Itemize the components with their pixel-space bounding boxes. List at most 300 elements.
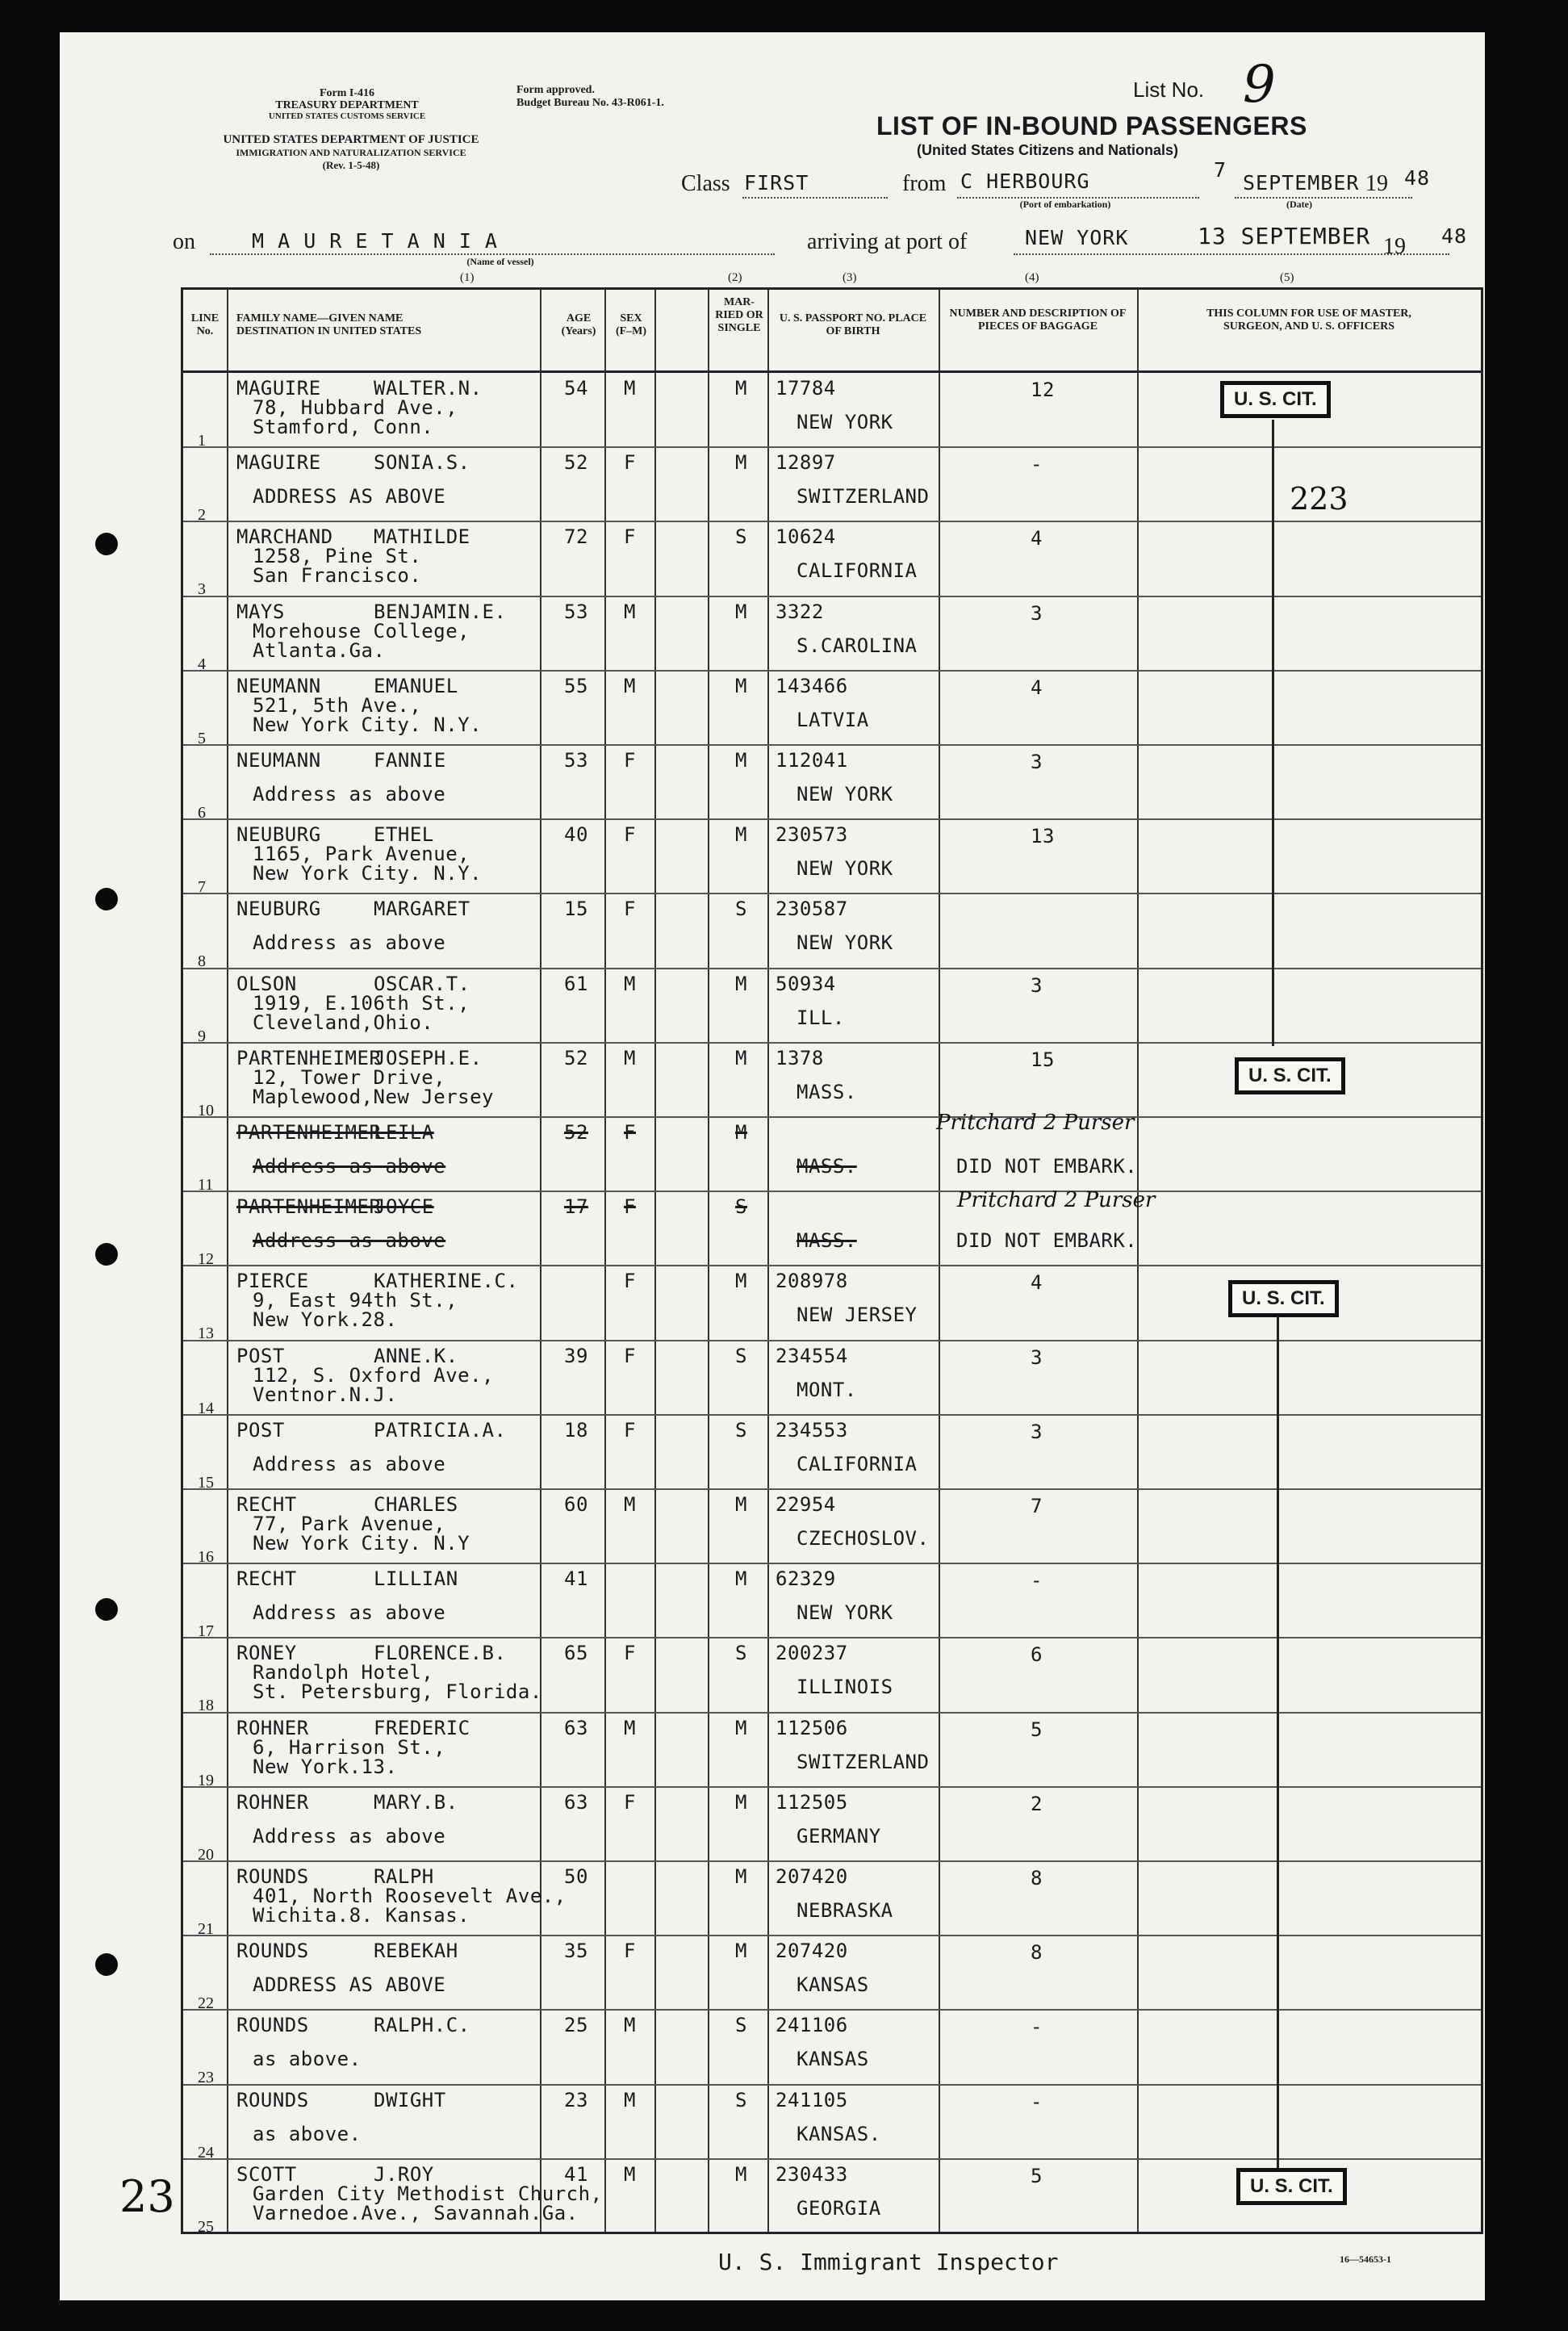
row-rule [183,1265,1481,1266]
passport-number: 241106 [776,2014,848,2037]
baggage: 2 [1031,1792,1043,1815]
address-line-1: 521, 5th Ave., [253,693,422,717]
baggage: 4 [1031,527,1043,550]
place-of-birth: MASS. [797,1155,857,1178]
customs-service: UNITED STATES CUSTOMS SERVICE [268,111,426,121]
line-number: 11 [198,1176,214,1194]
address-line-2: St. Petersburg, Florida. [253,1680,542,1704]
age: 50 [564,1865,588,1888]
table-row [183,1712,1481,1787]
place-of-birth: MONT. [797,1378,857,1401]
page-subtitle: (United States Citizens and Nationals) [917,142,1179,158]
age: 53 [564,600,588,623]
col-num-1: (1) [460,271,475,284]
place-of-birth: GERMANY [797,1824,881,1848]
place-of-birth: SWITZERLAND [797,485,930,508]
table-row [183,1860,1481,1936]
marital-status: M [735,1121,747,1144]
bracket-line [1277,1316,1279,2171]
line-number: 2 [198,506,206,525]
line-number: 25 [198,2217,214,2236]
age: 52 [564,1121,588,1144]
row-rule [183,2158,1481,2160]
arriving-label: arriving at port of [807,229,968,254]
inspector-signature-line: U. S. Immigrant Inspector [718,2249,1059,2275]
marital-status: M [735,1865,747,1888]
surname: NEUBURG [236,898,321,921]
age: 39 [564,1344,588,1367]
row-rule [183,744,1481,746]
address-line-2: Wichita.8. Kansas. [253,1904,470,1927]
baggage: 8 [1031,1941,1043,1965]
table-row [183,521,1481,599]
number-223: 223 [1290,481,1348,517]
sex: M [624,1493,636,1516]
table-row [183,1637,1481,1715]
given-name: REBEKAH [374,1940,458,1963]
marital-status: S [735,2088,747,2111]
given-name: PATRICIA.A. [374,1418,507,1442]
row-rule [183,670,1481,672]
baggage: 3 [1031,1345,1043,1369]
col-sex: SEX (F–M) [615,312,647,337]
us-cit-stamp: U. S. CIT. [1236,2168,1347,2205]
list-no-label: List No. [1133,77,1205,102]
marital-status: M [735,749,747,772]
age: 52 [564,1046,588,1069]
line-number: 7 [198,878,206,897]
budget-bureau: Budget Bureau No. 43-R061-1. [516,97,664,109]
passport-number: 230573 [776,823,848,847]
place-of-birth: MASS. [797,1080,857,1103]
sex: F [624,823,636,847]
depart-year-prefix: 19 [1365,171,1388,196]
purser-note: Pritchard 2 Purser [957,1188,1156,1212]
row-rule [183,521,1481,522]
sex: M [624,377,636,400]
address-line-2: New York.13. [253,1755,398,1778]
place-of-birth: GEORGIA [797,2196,881,2220]
baggage: 3 [1031,751,1043,773]
address-line-1: Garden City Methodist Church, [253,2182,603,2205]
baggage: 7 [1031,1495,1043,1517]
line-number: 13 [198,1325,214,1343]
row-rule [183,893,1481,894]
depart-month: SEPTEMBER [1243,171,1360,195]
sex: F [624,1195,636,1219]
place-of-birth: ILL. [797,1006,845,1029]
address-line-1: 9, East 94th St., [253,1289,458,1312]
address-line-2: New York City. N.Y. [253,713,483,736]
place-of-birth: NEW JERSEY [797,1304,918,1327]
col-num-4: (4) [1025,271,1039,284]
surname: ROUNDS [236,1865,309,1888]
row-rule [183,968,1481,969]
marital-status: M [735,451,747,475]
address-line-1: 77, Park Avenue, [253,1513,446,1535]
embark-port: C HERBOURG [960,169,1090,193]
punch-hole [95,888,118,910]
baggage: 4 [1031,1271,1043,1295]
baggage: - [1031,2090,1043,2113]
age: 17 [564,1195,588,1219]
age: 65 [564,1642,588,1665]
marital-status: M [735,1716,747,1739]
surname: MARCHAND [236,525,333,549]
form-approved: Form approved. [516,84,595,96]
line-number: 17 [198,1622,214,1641]
age: 53 [564,749,588,772]
sex: F [624,1790,636,1814]
passport-number: 12897 [776,451,836,475]
row-rule [183,1935,1481,1936]
col-num-5: (5) [1280,271,1294,284]
passport-number: 1378 [776,1046,824,1069]
passport-number: 234553 [776,1418,848,1442]
place-of-birth: CALIFORNIA [797,1452,918,1475]
marital-status: M [735,600,747,623]
ins-service: IMMIGRATION AND NATURALIZATION SERVICE [236,147,466,158]
col-num-3: (3) [843,271,857,284]
marital-status: M [735,1046,747,1069]
passenger-table [181,287,1483,2234]
place-of-birth: CZECHOSLOV. [797,1527,930,1550]
place-of-birth: S.CAROLINA [797,634,918,657]
depart-year: 48 [1404,166,1431,190]
address-line-1: 78, Hubbard Ave., [253,396,458,419]
line-number: 5 [198,729,206,747]
form-number: Form I-416 [319,87,375,99]
baggage: 3 [1031,1420,1043,1443]
age: 23 [564,2088,588,2111]
surname: PARTENHEIMER [236,1195,382,1219]
surname: NEUMANN [236,674,321,697]
marital-status: M [735,1270,747,1293]
vessel-caption: (Name of vessel) [466,256,534,267]
marital-status: M [735,972,747,995]
given-name: BENJAMIN.E. [374,600,507,623]
underline [210,253,775,255]
address-line-1: 112, S. Oxford Ave., [253,1363,494,1387]
sex: F [624,1940,636,1963]
table-row [183,670,1481,745]
marital-status: S [735,1344,747,1367]
age: 41 [564,1567,588,1591]
punch-hole [95,533,118,555]
table-row [183,968,1481,1043]
given-name: RALPH [374,1865,434,1888]
table-row [183,1340,1481,1415]
passport-number: 62329 [776,1567,836,1591]
address-line-2: Maplewood,New Jersey [253,1085,494,1108]
table-row [183,446,1481,525]
line-number: 3 [198,580,206,599]
arrival-year: 48 [1441,224,1468,248]
place-of-birth: NEW YORK [797,857,893,881]
us-cit-stamp: U. S. CIT. [1220,381,1331,418]
age: 61 [564,972,588,995]
passport-number: 22954 [776,1493,836,1516]
address-line-1: as above. [253,2048,362,2071]
marital-status: S [735,898,747,921]
age: 54 [564,377,588,400]
date-caption: (Date) [1286,199,1312,210]
row-rule [183,1340,1481,1341]
line-number: 8 [198,952,206,971]
address-line-1: as above. [253,2122,362,2145]
line-number: 16 [198,1548,214,1566]
row-rule [183,2009,1481,2011]
baggage: - [1031,453,1043,476]
line-number: 15 [198,1473,214,1492]
sex: F [624,1270,636,1293]
col-age: AGE (Years) [561,312,596,337]
col-name: FAMILY NAME—GIVEN NAME DESTINATION IN UNITED STATES [236,312,422,337]
table-row [183,2084,1481,2162]
table-row [183,596,1481,671]
given-name: OSCAR.T. [374,972,470,995]
place-of-birth: LATVIA [797,708,869,731]
given-name: JOYCE [374,1195,434,1219]
row-rule [183,1563,1481,1564]
marital-status: M [735,1790,747,1814]
marital-status: S [735,525,747,549]
place-of-birth: NEBRASKA [797,1899,893,1922]
surname: RECHT [236,1567,297,1591]
marital-status: M [735,1493,747,1516]
address-line-1: Address as above [253,931,446,955]
given-name: ETHEL [374,823,434,847]
address-line-1: Address as above [253,783,446,806]
form-code: 16—54653-1 [1340,2254,1391,2265]
sex: F [624,525,636,549]
baggage: 6 [1031,1643,1043,1667]
surname: MAYS [236,600,285,623]
row-rule [183,596,1481,597]
row-rule [183,818,1481,820]
row-rule [183,1488,1481,1490]
surname: PARTENHEIMER [236,1046,382,1069]
passport-number: 17784 [776,377,836,400]
passport-number: 208978 [776,1270,848,1293]
table-row [183,744,1481,822]
address-line-2: New York.28. [253,1308,398,1332]
table-row [183,1935,1481,2013]
treasury-dept: TREASURY DEPARTMENT [275,99,419,111]
sex: F [624,1418,636,1442]
passport-number: 207420 [776,1865,848,1888]
row-rule [183,446,1481,448]
passport-number: 112505 [776,1790,848,1814]
col-num-2: (2) [728,271,742,284]
sex: M [624,600,636,623]
marital-status: S [735,1418,747,1442]
col-baggage: NUMBER AND DESCRIPTION OF PIECES OF BAGGAGE [949,308,1127,333]
col-officers: THIS COLUMN FOR USE OF MASTER, SURGEON, AND U. S. OFFICERS [1206,308,1411,333]
given-name: SONIA.S. [374,451,470,475]
row-rule [183,1860,1481,1862]
passport-number: 241105 [776,2088,848,2111]
place-of-birth: NEW YORK [797,783,893,806]
line-number: 10 [198,1101,214,1119]
age: 63 [564,1716,588,1739]
address-line-1: Morehouse College, [253,619,470,642]
marital-status: S [735,1195,747,1219]
given-name: FREDERIC [374,1716,470,1739]
surname: POST [236,1344,285,1367]
address-line-1: 12, Tower Drive, [253,1065,446,1089]
given-name: MARGARET [374,898,470,921]
line-number: 6 [198,804,206,822]
marital-status: S [735,1642,747,1665]
age: 72 [564,525,588,549]
passport-number: 50934 [776,972,836,995]
sex: M [624,2014,636,2037]
sex: F [624,1344,636,1367]
place-of-birth: ILLINOIS [797,1676,893,1699]
surname: POST [236,1418,285,1442]
table-row [183,2009,1481,2087]
passport-number: 230433 [776,2162,848,2186]
address-line-2: Ventnor.N.J. [253,1383,398,1406]
address-line-1: Randolph Hotel, [253,1661,434,1684]
address-line-1: Address as above [253,1229,446,1253]
arrival-year-prefix: 19 [1383,234,1406,259]
from-label: from [902,171,947,196]
passport-number: 200237 [776,1642,848,1665]
punch-hole [95,1598,118,1621]
underline [742,197,888,199]
arrival-date: 13 SEPTEMBER [1198,223,1371,249]
line-number: 14 [198,1399,214,1417]
baggage: 13 [1031,825,1055,848]
age: 41 [564,2162,588,2186]
arrival-port: NEW YORK [1025,226,1129,249]
age: 35 [564,1940,588,1963]
baggage: DID NOT EMBARK. [956,1229,1138,1253]
surname: PARTENHEIMER [236,1121,382,1144]
sex: M [624,972,636,995]
place-of-birth: NEW YORK [797,931,893,955]
on-label: on [173,229,195,254]
marital-status: S [735,2014,747,2037]
row-rule [183,1191,1481,1192]
baggage: - [1031,2015,1043,2039]
sex: F [624,451,636,475]
table-row [183,1488,1481,1566]
table-row [183,818,1481,897]
address-line-1: ADDRESS AS ABOVE [253,485,446,508]
place-of-birth: KANSAS [797,2048,869,2071]
age: 25 [564,2014,588,2037]
age: 52 [564,451,588,475]
baggage: 8 [1031,1867,1043,1889]
passport-number: 143466 [776,674,848,697]
sex: F [624,1642,636,1665]
passport-number: 112041 [776,749,848,772]
punch-hole [95,1243,118,1266]
row-rule [183,1042,1481,1044]
surname: ROHNER [236,1716,309,1739]
dept-justice: UNITED STATES DEPARTMENT OF JUSTICE [223,133,479,146]
baggage: - [1031,1569,1043,1592]
place-of-birth: MASS. [797,1229,857,1253]
marital-status: M [735,1940,747,1963]
row-rule [183,1414,1481,1416]
address-line-1: 1919, E.106th St., [253,991,470,1015]
sex: M [624,1716,636,1739]
address-line-2: Varnedoe.Ave., Savannah.Ga. [253,2201,579,2224]
surname: ROHNER [236,1790,309,1814]
col-passport: U. S. PASSPORT NO. PLACE OF BIRTH [779,312,927,337]
line-number: 18 [198,1697,214,1715]
col-married: MAR- RIED OR SINGLE [715,296,763,334]
handwritten-23: 23 [119,2171,175,2222]
marital-status: M [735,2162,747,2186]
line-number: 20 [198,1845,214,1864]
bracket-line [1272,420,1274,1046]
marital-status: M [735,823,747,847]
baggage: 5 [1031,2164,1043,2187]
address-line-1: Address as above [253,1155,446,1178]
address-line-1: 1258, Pine St. [253,545,422,568]
baggage: 3 [1031,601,1043,625]
port-caption: (Port of embarkation) [1019,199,1111,210]
given-name: CHARLES [374,1493,458,1516]
row-rule [183,1712,1481,1714]
passport-number: 10624 [776,525,836,549]
line-number: 19 [198,1771,214,1789]
sex: F [624,749,636,772]
punch-hole [95,1953,118,1976]
table-row [183,1116,1481,1194]
passport-number: 3322 [776,600,824,623]
address-line-1: Address as above [253,1824,446,1848]
surname: SCOTT [236,2162,297,2186]
place-of-birth: NEW YORK [797,411,893,433]
age: 55 [564,674,588,697]
line-number: 21 [198,1920,214,1938]
baggage: 4 [1031,676,1043,699]
baggage: 12 [1031,379,1055,401]
age: 63 [564,1790,588,1814]
us-cit-stamp: U. S. CIT. [1228,1280,1339,1317]
given-name: WALTER.N. [374,377,483,400]
list-number: 9 [1243,55,1276,115]
given-name: LEILA [374,1121,434,1144]
surname: NEUMANN [236,749,321,772]
marital-status: M [735,1567,747,1591]
surname: ROUNDS [236,2088,309,2111]
place-of-birth: NEW YORK [797,1601,893,1625]
sex: M [624,2162,636,2186]
address-line-1: 1165, Park Avenue, [253,843,470,866]
address-line-2: Stamford, Conn. [253,416,434,438]
address-line-1: 401, North Roosevelt Ave., [253,1885,567,1907]
address-line-1: 6, Harrison St., [253,1735,446,1759]
sex: M [624,674,636,697]
given-name: JOSEPH.E. [374,1046,483,1069]
given-name: LILLIAN [374,1567,458,1591]
baggage: 15 [1031,1048,1055,1071]
line-number: 22 [198,1994,214,2013]
surname: PIERCE [236,1270,309,1293]
passport-number: 112506 [776,1716,848,1739]
given-name: FANNIE [374,749,446,772]
place-of-birth: SWITZERLAND [797,1750,930,1773]
place-of-birth: CALIFORNIA [797,559,918,583]
baggage: DID NOT EMBARK. [956,1155,1138,1178]
